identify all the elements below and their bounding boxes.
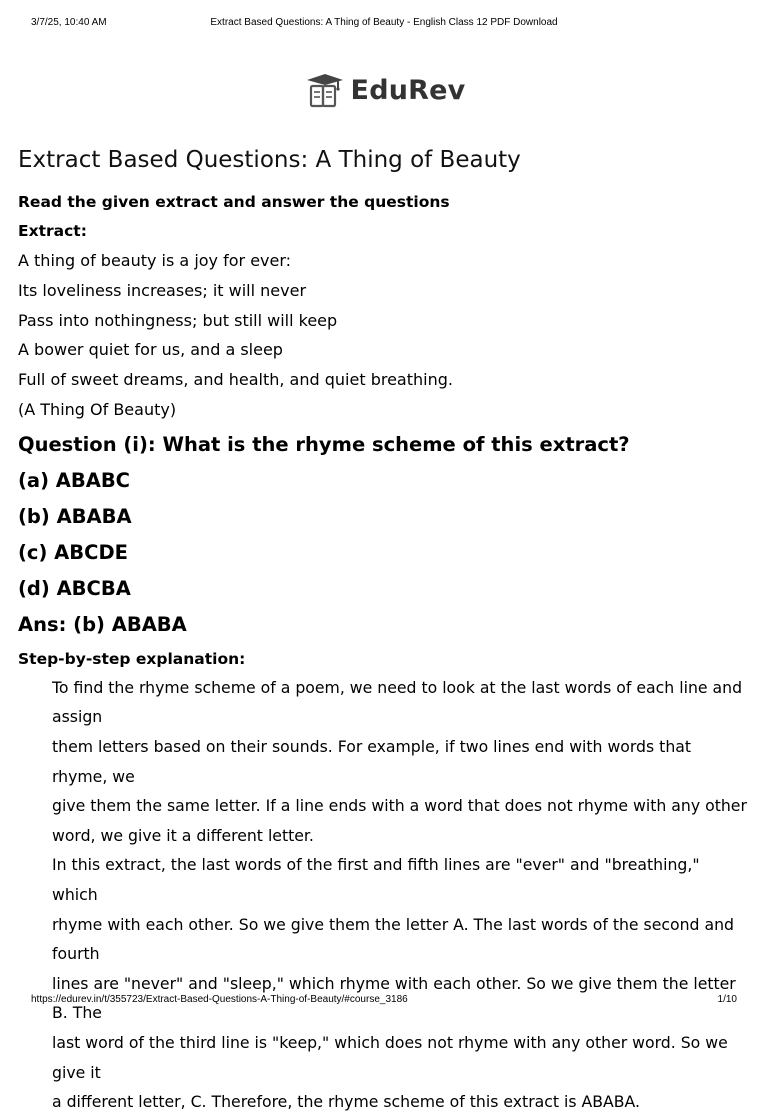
page-url[interactable]: https://edurev.in/t/355723/Extract-Based-Questions-A-Thing-of-Beauty/#course_3186 xyxy=(31,994,408,1005)
option-c: (c) ABCDE xyxy=(18,540,128,564)
print-datetime: 3/7/25, 10:40 AM xyxy=(31,17,107,28)
option-a: (a) ABABC xyxy=(18,468,130,492)
poem-source: (A Thing Of Beauty) xyxy=(18,399,177,419)
option-d: (d) ABCBA xyxy=(18,576,131,600)
explanation-line: a different letter, C. Therefore, the rhyme scheme of this extract is ABABA. xyxy=(52,1092,640,1112)
print-page-title: Extract Based Questions: A Thing of Beauty - English Class 12 PDF Download xyxy=(210,17,558,28)
explanation-line: To find the rhyme scheme of a poem, we need to look at the last words of each line and assign xyxy=(52,677,743,727)
instruction: Read the given extract and answer the questions xyxy=(18,193,450,211)
explanation-line: lines are "never" and "sleep," which rhyme with each other. So we give them the letter B. The xyxy=(52,973,736,1023)
article-content xyxy=(18,144,750,1117)
explanation-line: rhyme with each other. So we give them the letter A. The last words of the second and fourth xyxy=(52,914,735,964)
explanation-line: last word of the third line is "keep," which does not rhyme with any other word. So we give it xyxy=(52,1032,728,1082)
explanation-paragraph-1 xyxy=(18,673,750,851)
explanation-line: word, we give it a different letter. xyxy=(52,825,314,845)
poem-line: A bower quiet for us, and a sleep xyxy=(18,340,283,360)
answer: Ans: (b) ABABA xyxy=(18,612,187,636)
poem-line: A thing of beauty is a joy for ever: xyxy=(18,251,292,270)
question-heading: Question (i): What is the rhyme scheme of this extract? xyxy=(18,432,630,456)
page-title: Extract Based Questions: A Thing of Beauty xyxy=(18,147,521,173)
logo-text: EduRev xyxy=(350,74,466,106)
edurev-logo[interactable] xyxy=(0,72,768,108)
poem-line: Its loveliness increases; it will never xyxy=(18,280,307,300)
explanation-line: give them the same letter. If a line ends with a word that does not rhyme with any other xyxy=(52,796,747,816)
poem-line: Full of sweet dreams, and health, and quiet breathing. xyxy=(18,370,453,390)
explanation-line: them letters based on their sounds. For example, if two lines end with words that rhyme, we xyxy=(52,736,692,786)
option-b: (b) ABABA xyxy=(18,504,132,528)
explanation-line: In this extract, the last words of the first and fifth lines are "ever" and "breathing," which xyxy=(52,855,700,904)
explanation-paragraph-2 xyxy=(18,850,750,1116)
extract-label: Extract: xyxy=(18,222,87,240)
poem-line: Pass into nothingness; but still will keep xyxy=(18,310,338,330)
explanation-title: Step-by-step explanation: xyxy=(18,649,246,668)
page-number: 1/10 xyxy=(717,994,737,1005)
graduation-cap-books-icon xyxy=(303,72,343,108)
poem-extract xyxy=(18,246,750,425)
